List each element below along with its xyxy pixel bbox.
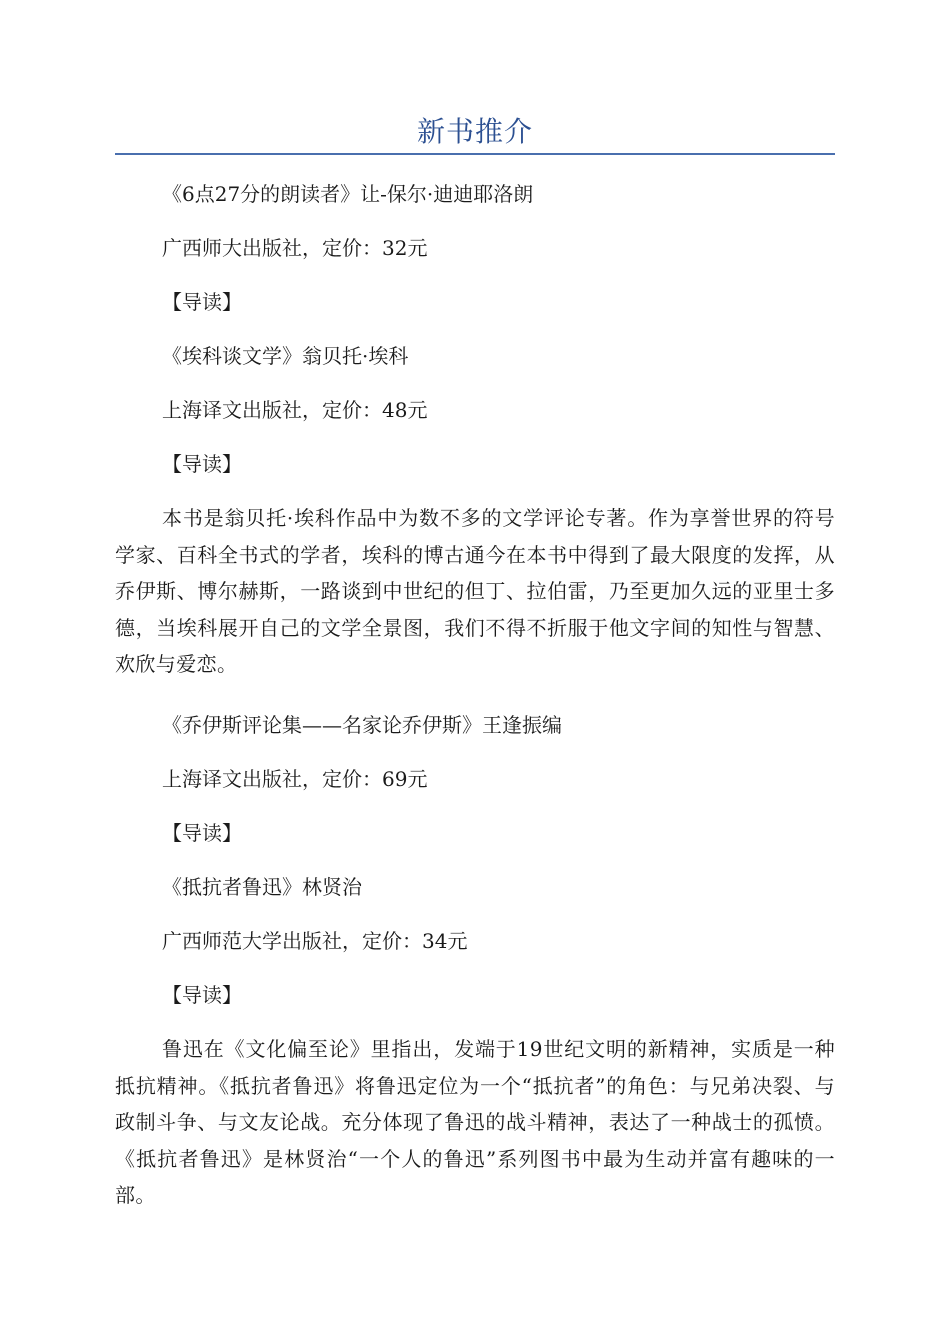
- book-4-publisher: 广西师范大学出版社，定价：34元: [162, 929, 468, 953]
- book-2-publisher: 上海译文出版社，定价：48元: [162, 398, 428, 422]
- book-2-heading: 《埃科谈文学》翁贝托·埃科: [162, 344, 409, 368]
- book-1-heading: 《6点27分的朗读者》让-保尔·迪迪耶洛朗: [162, 182, 534, 206]
- book-3-guide-label: 【导读】: [162, 821, 242, 845]
- book-3-heading: 《乔伊斯评论集——名家论乔伊斯》王逢振编: [162, 713, 562, 737]
- book-2-description: 本书是翁贝托·埃科作品中为数不多的文学评论专著。作为享誉世界的符号学家、百科全书式的学者，埃科的博古通今在本书中得到了最大限度的发挥，从乔伊斯、博尔赫斯，一路谈到中世纪的但丁、拉伯雷，乃至更加久远的亚里士多德，当埃科展开自己的文学全景图，我们不得不折服于他文字间的知性与智慧、欢欣与爱恋。: [115, 506, 835, 676]
- page-title: 新书推介: [416, 115, 533, 148]
- book-3-publisher: 上海译文出版社，定价：69元: [162, 767, 428, 791]
- book-4-guide-label: 【导读】: [162, 983, 242, 1007]
- book-4-description: 鲁迅在《文化偏至论》里指出，发端于19世纪文明的新精神，实质是一种抵抗精神。《抵抗者鲁迅》将鲁迅定位为一个“抵抗者”的角色：与兄弟决裂、与政制斗争、与文友论战。充分体现了鲁迅的战斗精神，表达了一种战士的孤愤。《抵抗者鲁迅》是林贤治“一个人的鲁迅”系列图书中最为生动并富有趣味的一部。: [115, 1037, 835, 1207]
- book-1-publisher: 广西师大出版社，定价：32元: [162, 236, 428, 260]
- title-underline: [115, 153, 835, 155]
- book-2-guide-label: 【导读】: [162, 452, 242, 476]
- book-4-heading: 《抵抗者鲁迅》林贤治: [162, 875, 362, 899]
- book-1-guide-label: 【导读】: [162, 290, 242, 314]
